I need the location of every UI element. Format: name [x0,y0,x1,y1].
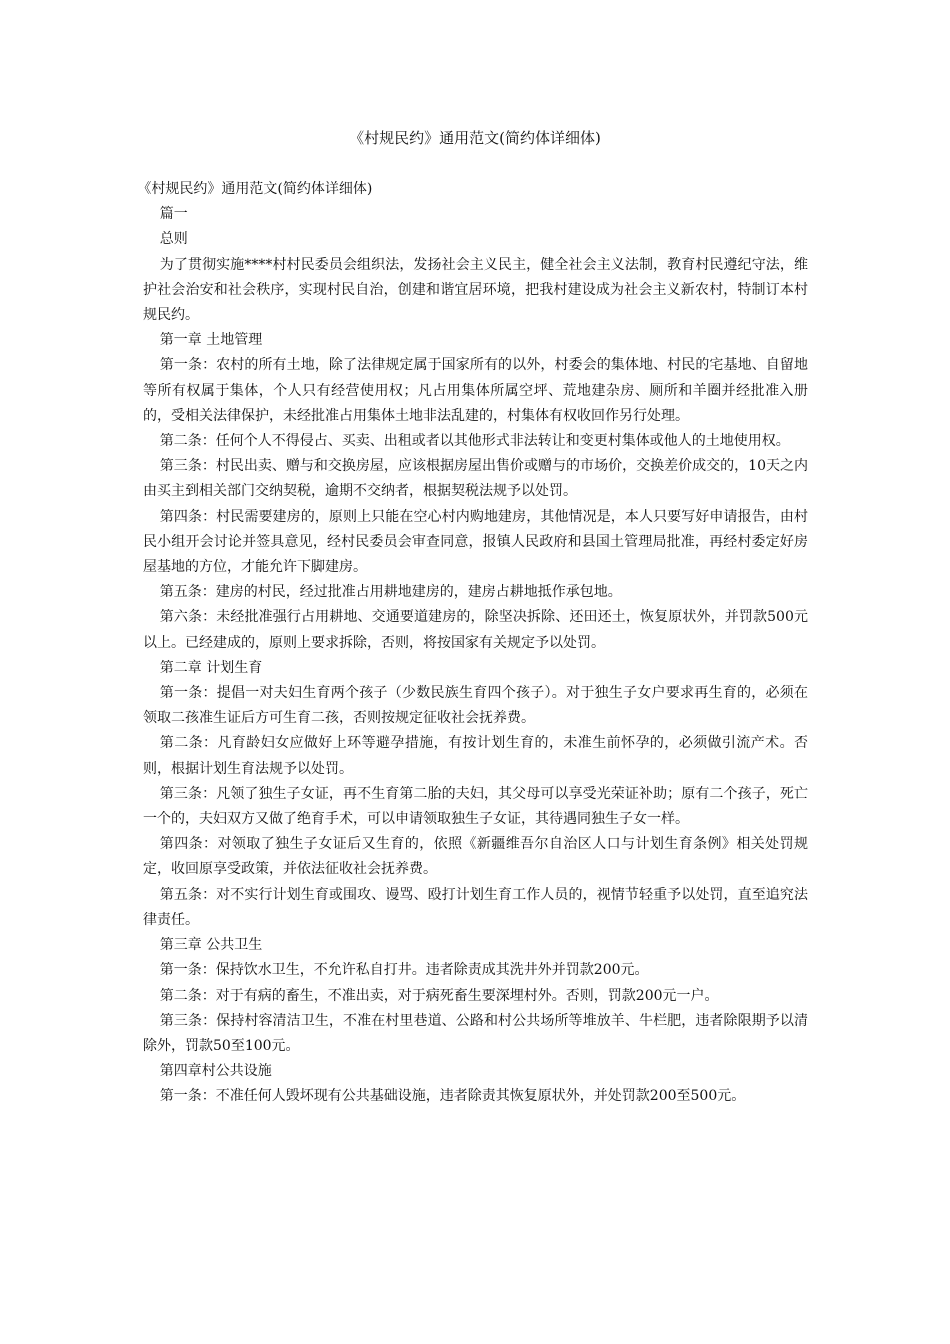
article-land-3: 第三条：村民出卖、赠与和交换房屋，应该根据房屋出售价或赠与的市场价，交换差价成交的，10天之内由买主到相关部门交纳契税，逾期不交纳者，根据契税法规予以处罚。 [143,458,808,500]
document-title: 《村规民约》通用范文(简约体详细体) [349,129,601,147]
article-land-6: 第六条：未经批准强行占用耕地、交通要道建房的，除坚决拆除、还田还土，恢复原状外，并罚款500元以上。已经建成的，原则上要求拆除，否则，将按国家有关规定予以处罚。 [143,609,808,651]
article-health-3: 第三条：保持村容清洁卫生，不准在村里巷道、公路和村公共场所等堆放羊、牛栏肥，违者除限期予以清除外，罚款50至100元。 [143,1012,808,1054]
article-health-1: 第一条：保持饮水卫生，不允许私自打井。违者除责成其洗井外并罚款200元。 [159,962,649,979]
article-family-4: 第四条：对领取了独生子女证后又生育的，依照《新疆维吾尔自治区人口与计划生育条例》相关处罚规定，收回原享受政策，并依法征收社会抚养费。 [143,836,808,878]
article-family-2: 第二条：凡育龄妇女应做好上环等避孕措施，有按计划生育的，未准生前怀孕的，必须做引流产术。否则，根据计划生育法规予以处罚。 [143,735,808,777]
article-health-2: 第二条：对于有病的畜生，不准出卖，对于病死畜生要深埋村外。否则，罚款200元一户。 [159,987,719,1004]
paragraph-preamble: 为了贯彻实施****村村民委员会组织法，发扬社会主义民主，健全社会主义法制，教育村民遵纪守法，维护社会治安和社会秩序，实现村民自治，创建和谐宜居环境，把我村建设成为社会主义新农村，特制订本村规民约。 [143,256,808,324]
article-family-5: 第五条：对不实行计划生育或围攻、谩骂、殴打计划生育工作人员的，视情节轻重予以处罚，直至追究法律责任。 [143,886,808,928]
section-heading-general: 总则 [159,231,188,248]
article-land-2: 第二条：任何个人不得侵占、买卖、出租或者以其他形式非法转让和变更村集体或他人的土地使用权。 [159,433,790,450]
document-subtitle: 《村规民约》通用范文(简约体详细体) [137,181,373,197]
chapter-heading-public-facilities: 第四章村公共设施 [159,1063,272,1080]
article-land-4: 第四条：村民需要建房的，原则上只能在空心村内购地建房，其他情况是，本人只要写好申请报告，由村民小组开会讨论并签具意见，经村民委员会审查同意，报镇人民政府和县国土管理局批准，再经村委定好房屋基地的方位，才能允许下脚建房。 [143,508,808,576]
document-body [137,177,808,1110]
section-heading-part-one: 篇一 [159,206,188,223]
article-land-1: 第一条：农村的所有土地，除了法律规定属于国家所有的以外，村委会的集体地、村民的宅基地、自留地等所有权属于集体，个人只有经营使用权；凡占用集体所属空坪、荒地建杂房、厕所和羊圈并经批准入册的，受相关法律保护，未经批准占用集体土地非法乱建的，村集体有权收回作另行处理。 [143,357,808,424]
article-facilities-1: 第一条：不准任何人毁坏现有公共基础设施，违者除责其恢复原状外，并处罚款200至500元。 [159,1088,746,1105]
article-land-5: 第五条：建房的村民，经过批准占用耕地建房的，建房占耕地抵作承包地。 [159,584,622,601]
article-family-3: 第三条：凡领了独生子女证，再不生育第二胎的夫妇，其父母可以享受光荣证补助；原有二个孩子，死亡一个的，夫妇双方又做了绝育手术，可以申请领取独生子女证，其待遇同独生子女一样。 [143,785,808,828]
chapter-heading-public-health: 第三章 公共卫生 [159,937,263,954]
chapter-heading-family-planning: 第二章 计划生育 [159,659,263,676]
chapter-heading-land: 第一章 土地管理 [159,332,263,349]
article-family-1: 第一条：提倡一对夫妇生育两个孩子（少数民族生育四个孩子）。对于独生子女户要求再生育的，必须在领取二孩准生证后方可生育二孩，否则按规定征收社会抚养费。 [143,685,808,727]
